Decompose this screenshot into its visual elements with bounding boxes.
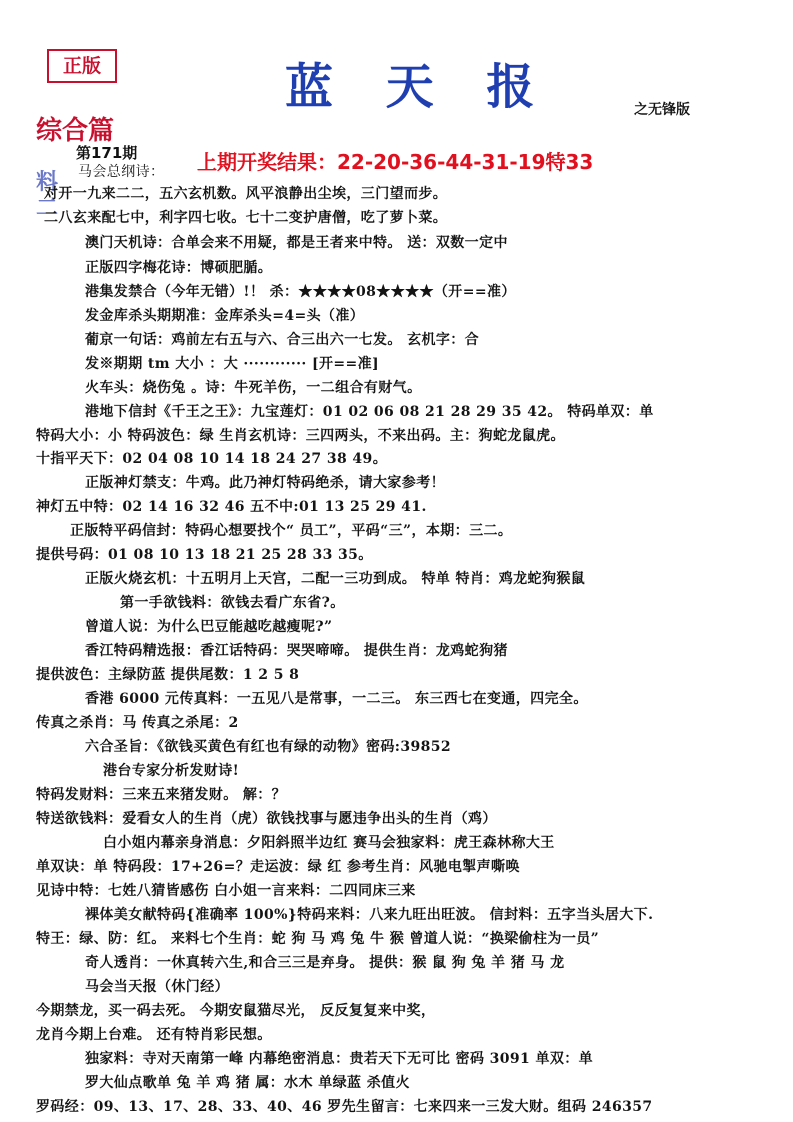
text-line: 火车头：烧伤兔 。诗：牛死羊伤，一二组合有财气。	[85, 380, 422, 396]
text-line: 正版特平码信封：特码心想要找个“ 员工”，平码“三”，本期：三二。	[70, 523, 513, 539]
official-stamp: 正版	[47, 49, 117, 83]
last-draw-result: 上期开奖结果：22-20-36-44-31-19特33	[197, 150, 594, 174]
text-line: 香江特码精选报：香江话特码：哭哭啼啼。 提供生肖：龙鸡蛇狗猪	[85, 643, 508, 659]
text-line: 马会当天报（休门经）	[85, 979, 229, 995]
text-line: 港台专家分析发财诗!	[103, 763, 240, 779]
text-line: 特送欲钱料：爱看女人的生肖（虎）欲钱找事与愿违争出头的生肖（鸡）	[36, 811, 497, 827]
text-line: 葡京一句话：鸡前左右五与六、合三出六一七发。 玄机字：合	[85, 332, 480, 348]
text-line: 港地下信封《千王之王》：九宝莲灯：01 02 06 08 21 28 29 35 42。 特码单双：单	[85, 404, 654, 420]
text-line: 今期禁龙，买一码去死。 今期安鼠猫尽光， 反反复复来中奖，	[36, 1003, 436, 1019]
text-line: 特王：绿、防：红。 来料七个生肖：蛇 狗 马 鸡 兔 牛 猴 曾道人说：“换梁偷柱为一员”	[36, 931, 600, 947]
text-line: 港集发禁合（今年无错）!！ 杀：★★★★08★★★★（开==准）	[85, 284, 516, 300]
text-line: 马会总纲诗：	[78, 164, 165, 180]
text-line: 见诗中特：七姓八猜皆感伤 白小姐一言来料：二四同床三来	[36, 883, 416, 899]
text-line: 六合圣旨：《欲钱买黄色有红也有绿的动物》密码:39852	[85, 739, 452, 755]
section-heading: 综合篇	[36, 116, 115, 146]
text-line: 对开一九来二二，五六玄机数。风平浪静出尘埃，三门望而步。	[44, 186, 448, 202]
text-line: 白小姐内幕亲身消息：夕阳斜照半边红 赛马会独家料：虎王森林称大王	[103, 835, 555, 851]
text-line: 第一手欲钱料：欲钱去看广东省?。	[120, 595, 345, 611]
text-line: 龙肖今期上台难。 还有特肖彩民想。	[36, 1027, 272, 1043]
text-line: 香港 6000 元传真料：一五见八是常事，一二三。 东三西七在变通，四完全。	[85, 691, 588, 707]
text-line: 裸体美女献特码{准确率 100%}特码来料：八来九旺出旺波。 信封料：五字当头居大下.	[85, 907, 654, 923]
text-line: 特码发财料：三来五来猪发财。 解：？	[36, 787, 287, 803]
text-line: 提供波色：主绿防蓝 提供尾数：1 2 5 8	[36, 667, 300, 683]
text-line: 正版火烧玄机：十五明月上天宫，二配一三功到成。 特单 特肖：鸡龙蛇狗猴鼠	[85, 571, 586, 587]
page-title: 蓝 天 报	[285, 59, 553, 115]
text-line: 特码大小：小 特码波色：绿 生肖玄机诗：三四两头，不来出码。主：狗蛇龙鼠虎。	[36, 428, 565, 444]
text-line: 二八玄来配七中，利字四七收。七十二变护唐僧，吃了萝卜菜。	[44, 210, 448, 226]
text-line: 传真之杀肖：马 传真之杀尾：2	[36, 715, 239, 731]
edition-subtitle: 之无锋版	[634, 102, 690, 118]
text-line: 澳门天机诗：合单会来不用疑，都是王者来中特。 送：双数一定中	[85, 235, 508, 251]
text-line: 独家料：寺对天南第一峰 内幕绝密消息：贵若天下无可比 密码 3091 单双：单	[85, 1051, 594, 1067]
text-line: 正版四字梅花诗：博硕肥腯。	[85, 260, 273, 276]
text-line: 单双诀：单 特码段：17+26=？走运波：绿 红 参考生肖：风驰电掣声嘶唤	[36, 859, 520, 875]
text-line: 曾道人说：为什么巴豆能越吃越瘦呢?”	[85, 619, 333, 635]
side-label: 料 二	[36, 170, 59, 221]
text-line: 十指平天下：02 04 08 10 14 18 24 27 38 49。	[36, 451, 388, 467]
text-line: 正版神灯禁支：牛鸡。此乃神灯特码绝杀，请大家参考！	[85, 475, 445, 491]
issue-number: 第171期	[76, 144, 138, 162]
text-line: 罗码经：09、13、17、28、33、40、46 罗先生留言：七来四来一三发大财。组码 246357	[36, 1099, 653, 1115]
text-line: 发※期期 tm 大小 ：大 ············ [开==准]	[85, 356, 380, 372]
text-line: 神灯五中特：02 14 16 32 46 五不中:01 13 25 29 41.	[36, 499, 427, 515]
text-line: 罗大仙点歌单 兔 羊 鸡 猪 属：水木 单绿蓝 杀值火	[85, 1075, 410, 1091]
text-line: 发金库杀头期期准：金库杀头=4=头（准）	[85, 308, 365, 324]
text-line: 奇人透肖：一休真转六生,和合三三是弃身。 提供：猴 鼠 狗 兔 羊 猪 马 龙	[85, 955, 565, 971]
text-line: 提供号码：01 08 10 13 18 21 25 28 33 35。	[36, 547, 373, 563]
